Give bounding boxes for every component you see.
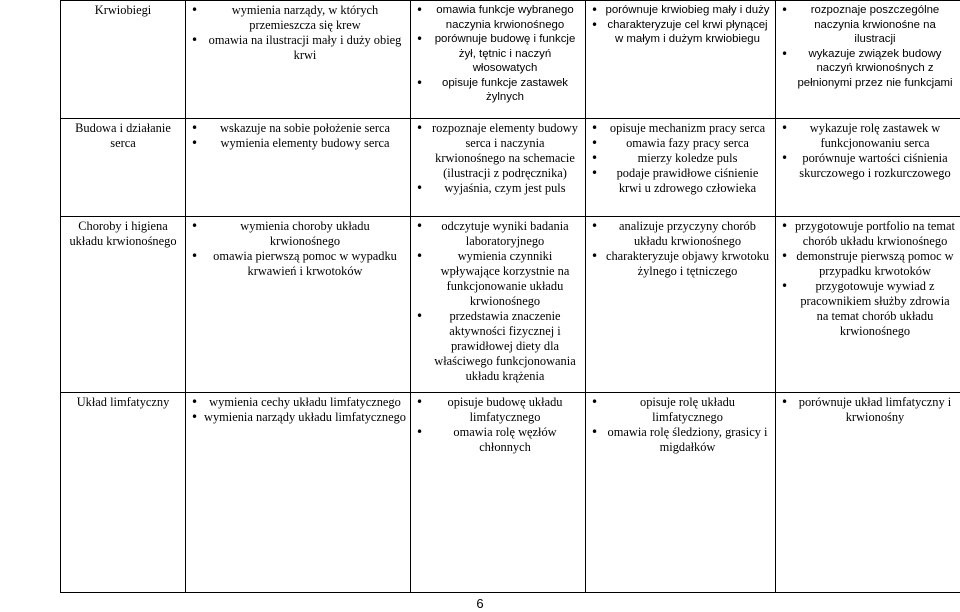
list-item: • analizuje przyczyny chorób układu krwionośnego bbox=[590, 219, 771, 249]
list-item: • omawia funkcje wybranego naczynia krwionośnego bbox=[415, 3, 581, 32]
list-item: • omawia rolę węzłów chłonnych bbox=[415, 425, 581, 455]
list-item: • wykazuje rolę zastawek w funkcjonowaniu serca bbox=[780, 121, 956, 151]
list-item: • wymienia narządy, w których przemieszcza się krew bbox=[190, 3, 406, 33]
list-item: • wymienia elementy budowy serca bbox=[190, 136, 406, 151]
list-item: • wymienia choroby układu krwionośnego bbox=[190, 219, 406, 249]
list-item: • omawia fazy pracy serca bbox=[590, 136, 771, 151]
table-row bbox=[61, 217, 960, 393]
requirements-cell bbox=[186, 393, 411, 593]
list-item: • opisuje funkcje zastawek żylnych bbox=[415, 76, 581, 105]
list-item: • wymienia narządy układu limfatycznego bbox=[190, 410, 406, 425]
requirements-cell bbox=[186, 217, 411, 393]
requirements-cell bbox=[776, 1, 960, 119]
requirements-cell bbox=[186, 1, 411, 119]
topic-cell bbox=[61, 217, 186, 393]
table-row bbox=[61, 119, 960, 217]
list-item: • charakteryzuje objawy krwotoku żylnego i tętniczego bbox=[590, 249, 771, 279]
list-item: • przygotowuje wywiad z pracownikiem służby zdrowia na temat chorób układu krwionośnego bbox=[780, 279, 956, 339]
list-item: • odczytuje wyniki badania laboratoryjnego bbox=[415, 219, 581, 249]
requirements-cell bbox=[411, 119, 586, 217]
table-row bbox=[61, 1, 960, 119]
list-item: • podaje prawidłowe ciśnienie krwi u zdrowego człowieka bbox=[590, 166, 771, 196]
list-item: • mierzy koledze puls bbox=[590, 151, 771, 166]
requirements-cell bbox=[776, 217, 960, 393]
requirements-cell bbox=[186, 119, 411, 217]
list-item: • rozpoznaje poszczególne naczynia krwionośne na ilustracji bbox=[780, 3, 956, 47]
topic-cell bbox=[61, 1, 186, 119]
list-item: • opisuje mechanizm pracy serca bbox=[590, 121, 771, 136]
requirements-cell bbox=[586, 1, 776, 119]
requirements-cell bbox=[411, 1, 586, 119]
list-item: • charakteryzuje cel krwi płynącej w małym i dużym krwiobiegu bbox=[590, 18, 771, 47]
list-item: • omawia rolę śledziony, grasicy i migdałków bbox=[590, 425, 771, 455]
requirements-cell bbox=[586, 393, 776, 593]
requirements-cell bbox=[411, 393, 586, 593]
requirements-cell bbox=[776, 393, 960, 593]
list-item: • omawia na ilustracji mały i duży obieg krwi bbox=[190, 33, 406, 63]
topic-cell bbox=[61, 119, 186, 217]
requirements-cell bbox=[411, 217, 586, 393]
list-item: • omawia pierwszą pomoc w wypadku krwawień i krwotoków bbox=[190, 249, 406, 279]
requirements-table bbox=[60, 0, 960, 593]
topic-title: Krwiobiegi bbox=[94, 3, 152, 17]
list-item: • wykazuje związek budowy naczyń krwionośnych z pełnionymi przez nie funkcjami bbox=[780, 47, 956, 91]
requirements-cell bbox=[776, 119, 960, 217]
list-item: • przedstawia znaczenie aktywności fizycznej i prawidłowej diety dla właściwego funkcjonowania układu krążenia bbox=[415, 309, 581, 384]
topic-title: Budowa i działanie serca bbox=[75, 121, 171, 150]
list-item: • porównuje krwiobieg mały i duży bbox=[590, 3, 771, 18]
list-item: • demonstruje pierwszą pomoc w przypadku krwotoków bbox=[780, 249, 956, 279]
list-item: • wskazuje na sobie położenie serca bbox=[190, 121, 406, 136]
list-item: • porównuje budowę i funkcje żył, tętnic i naczyń włosowatych bbox=[415, 32, 581, 76]
topic-title: Układ limfatyczny bbox=[76, 395, 170, 409]
table-row bbox=[61, 393, 960, 593]
topic-title: Choroby i higiena układu krwionośnego bbox=[69, 219, 177, 248]
requirements-cell bbox=[586, 217, 776, 393]
list-item: • opisuje rolę układu limfatycznego bbox=[590, 395, 771, 425]
list-item: • rozpoznaje elementy budowy serca i naczynia krwionośnego na schemacie (ilustracji z podręcznika) bbox=[415, 121, 581, 181]
requirements-cell bbox=[586, 119, 776, 217]
topic-cell bbox=[61, 393, 186, 593]
list-item: • porównuje układ limfatyczny i krwionośny bbox=[780, 395, 956, 425]
list-item: • wymienia czynniki wpływające korzystnie na funkcjonowanie układu krwionośnego bbox=[415, 249, 581, 309]
list-item: • opisuje budowę układu limfatycznego bbox=[415, 395, 581, 425]
list-item: • wymienia cechy układu limfatycznego bbox=[190, 395, 406, 410]
list-item: • przygotowuje portfolio na temat chorób układu krwionośnego bbox=[780, 219, 956, 249]
list-item: • wyjaśnia, czym jest puls bbox=[415, 181, 581, 196]
list-item: • porównuje wartości ciśnienia skurczowego i rozkurczowego bbox=[780, 151, 956, 181]
page-number: 6 bbox=[476, 596, 484, 611]
